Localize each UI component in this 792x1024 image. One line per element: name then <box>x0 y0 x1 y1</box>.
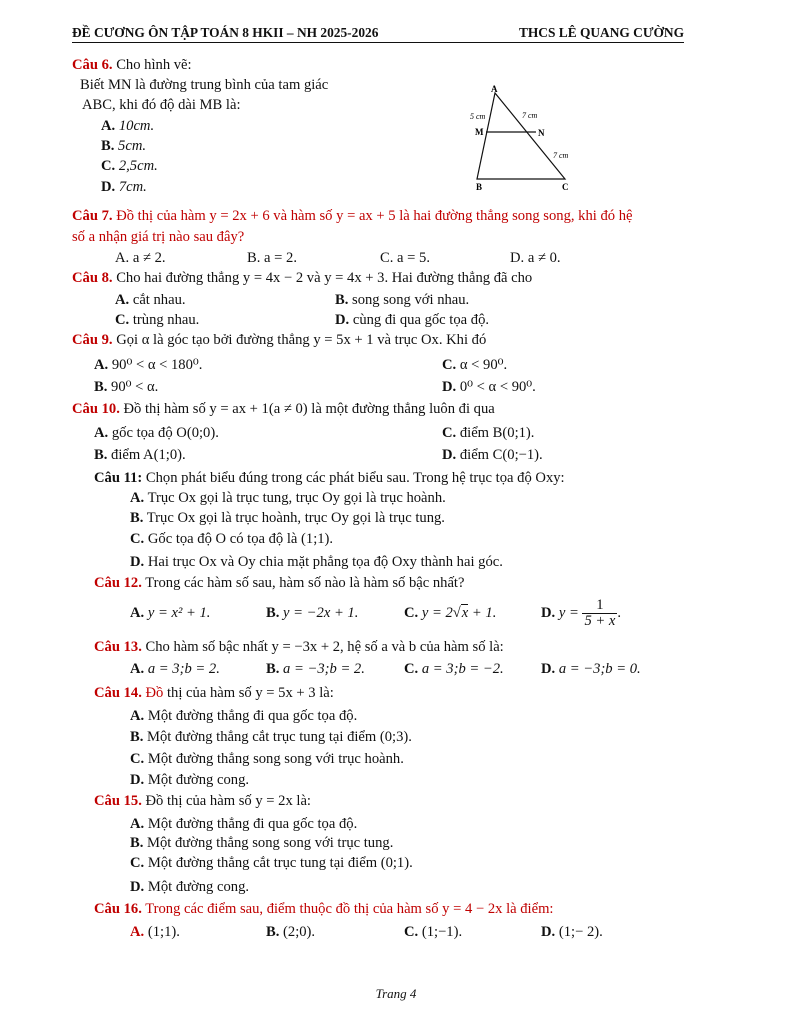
q15-title: Câu 15. Đồ thị của hàm số y = 2x là: <box>94 793 311 809</box>
q6-label: Câu 6. <box>72 57 113 73</box>
q11-option-a: A. Trục Ox gọi là trục tung, trục Oy gọi là trục hoành. <box>130 490 446 506</box>
q12-fraction: $\frac{1}{5 + x}$ <box>584 597 616 630</box>
q12-option-a: A. y = x² + 1. <box>130 605 211 621</box>
segment-am-label: 5 cm <box>470 112 486 121</box>
vertex-a-label: A <box>491 84 498 94</box>
header-left: ĐỀ CƯƠNG ÔN TẬP TOÁN 8 HKII – NH 2025-2026 <box>72 25 379 40</box>
q15-option-b: B. Một đường thẳng song song với trục tung. <box>130 835 394 851</box>
page-header <box>72 24 684 43</box>
q16-option-b: B. (2;0). <box>266 924 316 940</box>
q7-option-a: A. a ≠ 2. <box>115 250 166 266</box>
q9-title: Câu 9. Gọi α là góc tạo bởi đường thẳng y = 5x + 1 và trục Ox. Khi đó <box>72 332 487 348</box>
q6-option-d: D. 7cm. <box>101 179 147 195</box>
q8-option-d: D. cùng đi qua gốc tọa độ. <box>335 312 490 328</box>
q15-option-c: C. Một đường thẳng cắt trục tung tại điểm (0;1). <box>130 855 413 871</box>
vertex-c-label: C <box>562 182 569 192</box>
q10-option-d: D. điểm C(0;−1). <box>442 447 543 463</box>
q7-line1: Câu 7. Đồ thị của hàm y = 2x + 6 và hàm số y = ax + 5 là hai đường thẳng song song, khi đó hệ <box>72 208 633 224</box>
header-right: THCS LÊ QUANG CƯỜNG <box>518 25 684 40</box>
q14-title: Câu 14. Đồ thị của hàm số y = 5x + 3 là: <box>94 685 334 701</box>
q10-option-c: C. điểm B(0;1). <box>442 425 535 441</box>
q16-option-a: A. (1;1). <box>130 924 180 940</box>
q13-option-b: B. a = −3;b = 2. <box>266 661 365 677</box>
page-number: Trang 4 <box>375 986 417 1001</box>
point-n-label: N <box>538 128 545 138</box>
q14-option-a: A. Một đường thẳng đi qua gốc tọa độ. <box>130 708 358 724</box>
q6-option-c: C. 2,5cm. <box>101 158 158 174</box>
q9-option-a: A. 90⁰ < α < 180⁰. <box>94 357 203 373</box>
q9-option-d: D. 0⁰ < α < 90⁰. <box>442 379 536 395</box>
q14-option-c: C. Một đường thẳng song song với trục hoành. <box>130 751 404 767</box>
q11-option-c: C. Gốc tọa độ O có tọa độ là (1;1). <box>130 531 334 547</box>
q6-line1: Biết MN là đường trung bình của tam giác <box>80 77 329 93</box>
q13-title: Câu 13. Cho hàm số bậc nhất y = −3x + 2, hệ số a và b của hàm số là: <box>94 639 504 655</box>
q13-option-c: C. a = 3;b = −2. <box>404 661 504 677</box>
triangle-figure <box>466 84 586 196</box>
q6-option-b: B. 5cm. <box>101 138 147 154</box>
q13-option-d: D. a = −3;b = 0. <box>541 661 641 677</box>
q8-option-a: A. cắt nhau. <box>115 292 186 308</box>
q6-option-a: A. 10cm. <box>101 118 155 134</box>
q10-option-b: B. điểm A(1;0). <box>94 447 186 463</box>
q9-option-c: C. α < 90⁰. <box>442 357 508 373</box>
q7-line2: số a nhận giá trị nào sau đây? <box>72 229 245 245</box>
q15-option-d: D. Một đường cong. <box>130 879 250 895</box>
q6-text: Cho hình vẽ: <box>112 57 192 73</box>
segment-an-label: 7 cm <box>522 111 538 120</box>
q14-option-d: D. Một đường cong. <box>130 772 250 788</box>
q16-option-c: C. (1;−1). <box>404 924 463 940</box>
q16-option-d: D. (1;− 2). <box>541 924 603 940</box>
point-m-label: M <box>475 127 484 137</box>
q12-option-b: B. y = −2x + 1. <box>266 605 359 621</box>
q8-option-c: C. trùng nhau. <box>115 312 200 328</box>
q12-option-c: C. y = 2√x + 1. <box>404 605 497 621</box>
q14-option-b: B. Một đường thẳng cắt trục tung tại điểm (0;3). <box>130 729 412 745</box>
q9-option-b: B. 90⁰ < α. <box>94 379 159 395</box>
q10-option-a: A. gốc tọa độ O(0;0). <box>94 425 219 441</box>
q12-option-d: D. y = $\frac{1}{5 + x}$ . <box>541 597 622 630</box>
q7-option-c: C. a = 5. <box>380 250 430 266</box>
q6-line2: ABC, khi đó độ dài MB là: <box>82 97 241 113</box>
q11-option-b: B. Trục Ox gọi là trục hoành, trục Oy gọi là trục tung. <box>130 510 445 526</box>
q11-option-d: D. Hai trục Ox và Oy chia mặt phẳng tọa độ Oxy thành hai góc. <box>130 554 503 570</box>
q16-title: Câu 16. Trong các điểm sau, điểm thuộc đồ thị của hàm số y = 4 − 2x là điểm: <box>94 901 554 917</box>
vertex-b-label: B <box>476 182 483 192</box>
q11-title: Câu 11: Chọn phát biểu đúng trong các phát biểu sau. Trong hệ trục tọa độ Oxy: <box>94 470 565 486</box>
q10-title: Câu 10. Đồ thị hàm số y = ax + 1(a ≠ 0) là một đường thẳng luôn đi qua <box>72 401 495 417</box>
q13-option-a: A. a = 3;b = 2. <box>130 661 220 677</box>
q7-option-b: B. a = 2. <box>247 250 297 266</box>
q7-option-d: D. a ≠ 0. <box>510 250 561 266</box>
segment-nc-label: 7 cm <box>553 151 569 160</box>
q8-title: Câu 8. Cho hai đường thẳng y = 4x − 2 và y = 4x + 3. Hai đường thẳng đã cho <box>72 270 533 286</box>
q6-title <box>72 56 192 74</box>
q12-title: Câu 12. Trong các hàm số sau, hàm số nào là hàm số bậc nhất? <box>94 575 465 591</box>
q15-option-a: A. Một đường thẳng đi qua gốc tọa độ. <box>130 816 358 832</box>
q8-option-b: B. song song với nhau. <box>335 292 470 308</box>
